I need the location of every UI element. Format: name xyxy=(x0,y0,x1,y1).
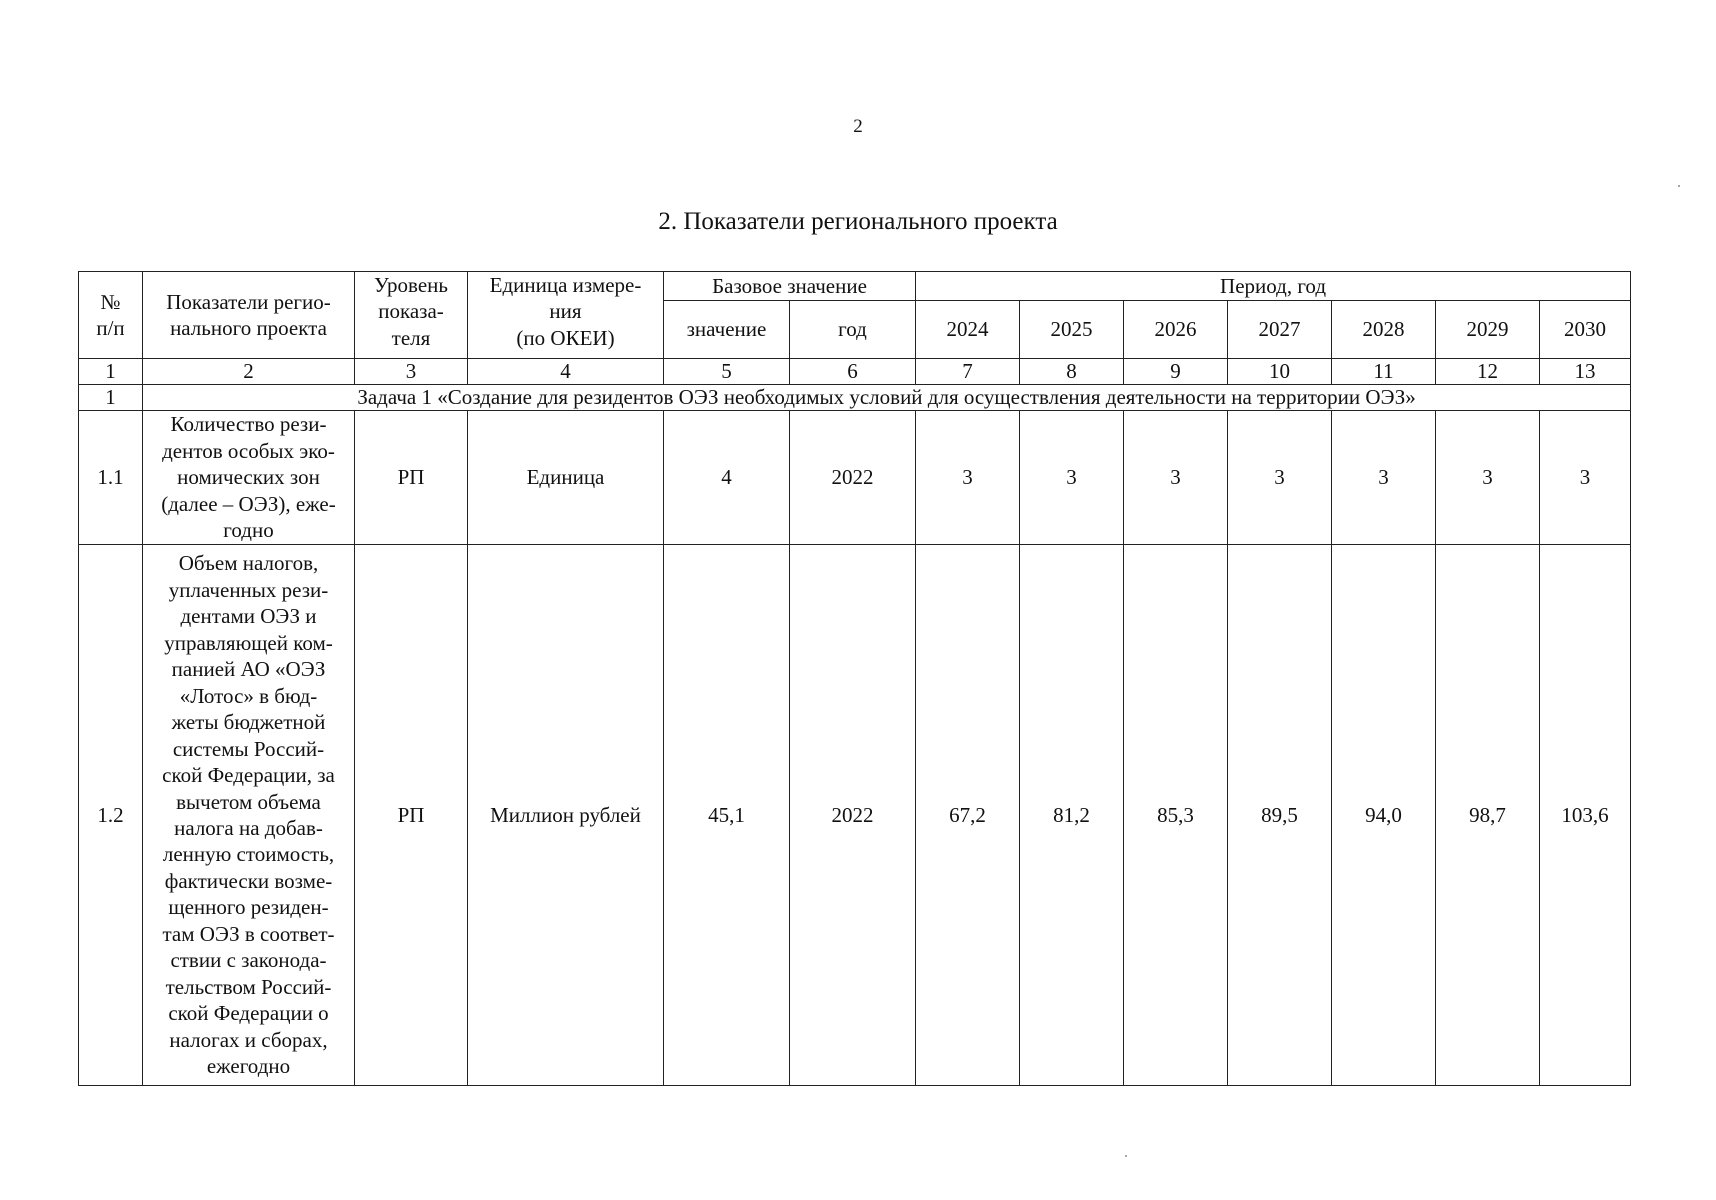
indicator-name xyxy=(143,411,355,545)
year-value: 3 xyxy=(1020,411,1124,545)
year-value: 3 xyxy=(1436,411,1540,545)
indicator-name-line: Объем налогов, xyxy=(178,551,319,576)
column-number: 5 xyxy=(664,359,790,385)
indicator-name-line: «Лотос» в бюд- xyxy=(179,683,318,708)
header-year: 2029 xyxy=(1436,301,1540,359)
indicator-level: РП xyxy=(355,411,468,545)
page-number: 2 xyxy=(853,116,863,137)
column-number: 13 xyxy=(1540,359,1631,385)
year-value: 89,5 xyxy=(1228,545,1332,1086)
indicator-name-line: (далее – ОЭЗ), еже- xyxy=(161,491,336,516)
header-unit-line: ния xyxy=(549,299,582,324)
header-year: 2024 xyxy=(916,301,1020,359)
task-row xyxy=(79,385,1631,411)
row-number: 1.2 xyxy=(79,545,143,1086)
row-number: 1.1 xyxy=(79,411,143,545)
indicator-level: РП xyxy=(355,545,468,1086)
header-row-1 xyxy=(79,272,1631,301)
column-number: 8 xyxy=(1020,359,1124,385)
indicator-name-line: системы Россий- xyxy=(172,736,325,761)
indicator-name-line: Количество рези- xyxy=(170,412,327,437)
header-indicator-line: Показатели регио- xyxy=(166,289,331,314)
indicator-name-line: там ОЭЗ в соответ- xyxy=(162,921,335,946)
indicator-name-line: тельством Россий- xyxy=(165,974,332,999)
indicator-name-line: ежегодно xyxy=(206,1054,291,1079)
column-number: 1 xyxy=(79,359,143,385)
indicator-name-line: ской Федерации, за xyxy=(162,763,335,788)
indicator-name-line: дентов особых эко- xyxy=(162,438,335,463)
column-number: 6 xyxy=(790,359,916,385)
header-level xyxy=(355,272,468,359)
base-value: 45,1 xyxy=(664,545,790,1086)
base-year: 2022 xyxy=(790,411,916,545)
header-indicator xyxy=(143,272,355,359)
indicator-name-line: номических зон xyxy=(177,465,320,490)
column-number: 9 xyxy=(1124,359,1228,385)
header-num xyxy=(79,272,143,359)
column-number-row xyxy=(79,359,1631,385)
header-year: 2030 xyxy=(1540,301,1631,359)
indicators-table xyxy=(78,271,1631,1086)
document-title: 2. Показатели регионального проекта xyxy=(658,208,1058,235)
header-indicator-line: нального проекта xyxy=(170,316,327,340)
year-value: 3 xyxy=(1228,411,1332,545)
indicator-name-line: панией АО «ОЭЗ xyxy=(171,657,326,682)
year-value: 81,2 xyxy=(1020,545,1124,1086)
header-unit-line: (по ОКЕИ) xyxy=(516,325,615,350)
header-unit-line: Единица измере- xyxy=(489,273,642,297)
indicator-name-line: дентами ОЭЗ и xyxy=(180,604,317,629)
indicator-name-line: щенного резиден- xyxy=(168,895,329,920)
scan-speck xyxy=(1678,185,1680,187)
base-year: 2022 xyxy=(790,545,916,1086)
year-value: 85,3 xyxy=(1124,545,1228,1086)
base-value: 4 xyxy=(664,411,790,545)
indicator-name-line: ленную стоимость, xyxy=(162,842,335,867)
indicator-name-line: ствии с законода- xyxy=(170,948,327,973)
indicator-name-line: вычетом объема xyxy=(176,789,321,814)
task-title: Задача 1 «Создание для резидентов ОЭЗ необходимых условий для осуществления деятельности на территории ОЭЗ» xyxy=(143,385,1631,411)
column-number: 3 xyxy=(355,359,468,385)
indicator-unit: Единица xyxy=(468,411,664,545)
task-number: 1 xyxy=(79,385,143,411)
header-year: 2027 xyxy=(1228,301,1332,359)
column-number: 12 xyxy=(1436,359,1540,385)
scan-speck xyxy=(1125,1155,1127,1157)
header-num-line: п/п xyxy=(96,316,125,340)
header-unit xyxy=(468,272,664,359)
year-value: 103,6 xyxy=(1540,545,1631,1086)
year-value: 3 xyxy=(1540,411,1631,545)
column-number: 10 xyxy=(1228,359,1332,385)
header-level-line: показа- xyxy=(378,299,444,324)
header-base-value: значение xyxy=(664,301,790,359)
year-value: 3 xyxy=(1332,411,1436,545)
year-value: 98,7 xyxy=(1436,545,1540,1086)
indicator-name-line: управляющей ком- xyxy=(164,630,333,655)
header-base: Базовое значение xyxy=(664,272,916,301)
year-value: 67,2 xyxy=(916,545,1020,1086)
column-number: 11 xyxy=(1332,359,1436,385)
header-level-line: Уровень xyxy=(374,273,448,297)
indicator-name-line: налогах и сборах, xyxy=(169,1027,328,1052)
year-value: 3 xyxy=(1124,411,1228,545)
indicator-unit: Миллион рублей xyxy=(468,545,664,1086)
table-row xyxy=(79,411,1631,545)
indicator-name-line: уплаченных рези- xyxy=(168,577,329,602)
header-year: 2028 xyxy=(1332,301,1436,359)
indicator-name-line: ской Федерации о xyxy=(168,1001,329,1026)
header-base-year: год xyxy=(790,301,916,359)
indicator-name-line: налога на добав- xyxy=(174,816,323,840)
indicator-name-line: годно xyxy=(223,518,274,543)
header-year: 2025 xyxy=(1020,301,1124,359)
header-num-line: № xyxy=(100,289,121,314)
column-number: 7 xyxy=(916,359,1020,385)
indicator-name-line: фактически возме- xyxy=(164,868,333,893)
year-value: 94,0 xyxy=(1332,545,1436,1086)
column-number: 2 xyxy=(143,359,355,385)
year-value: 3 xyxy=(916,411,1020,545)
column-number: 4 xyxy=(468,359,664,385)
indicator-name-line: жеты бюджетной xyxy=(171,710,326,735)
header-level-line: теля xyxy=(391,325,431,350)
indicator-name xyxy=(143,545,355,1086)
header-year: 2026 xyxy=(1124,301,1228,359)
table-row xyxy=(79,545,1631,1086)
header-period: Период, год xyxy=(916,272,1631,301)
